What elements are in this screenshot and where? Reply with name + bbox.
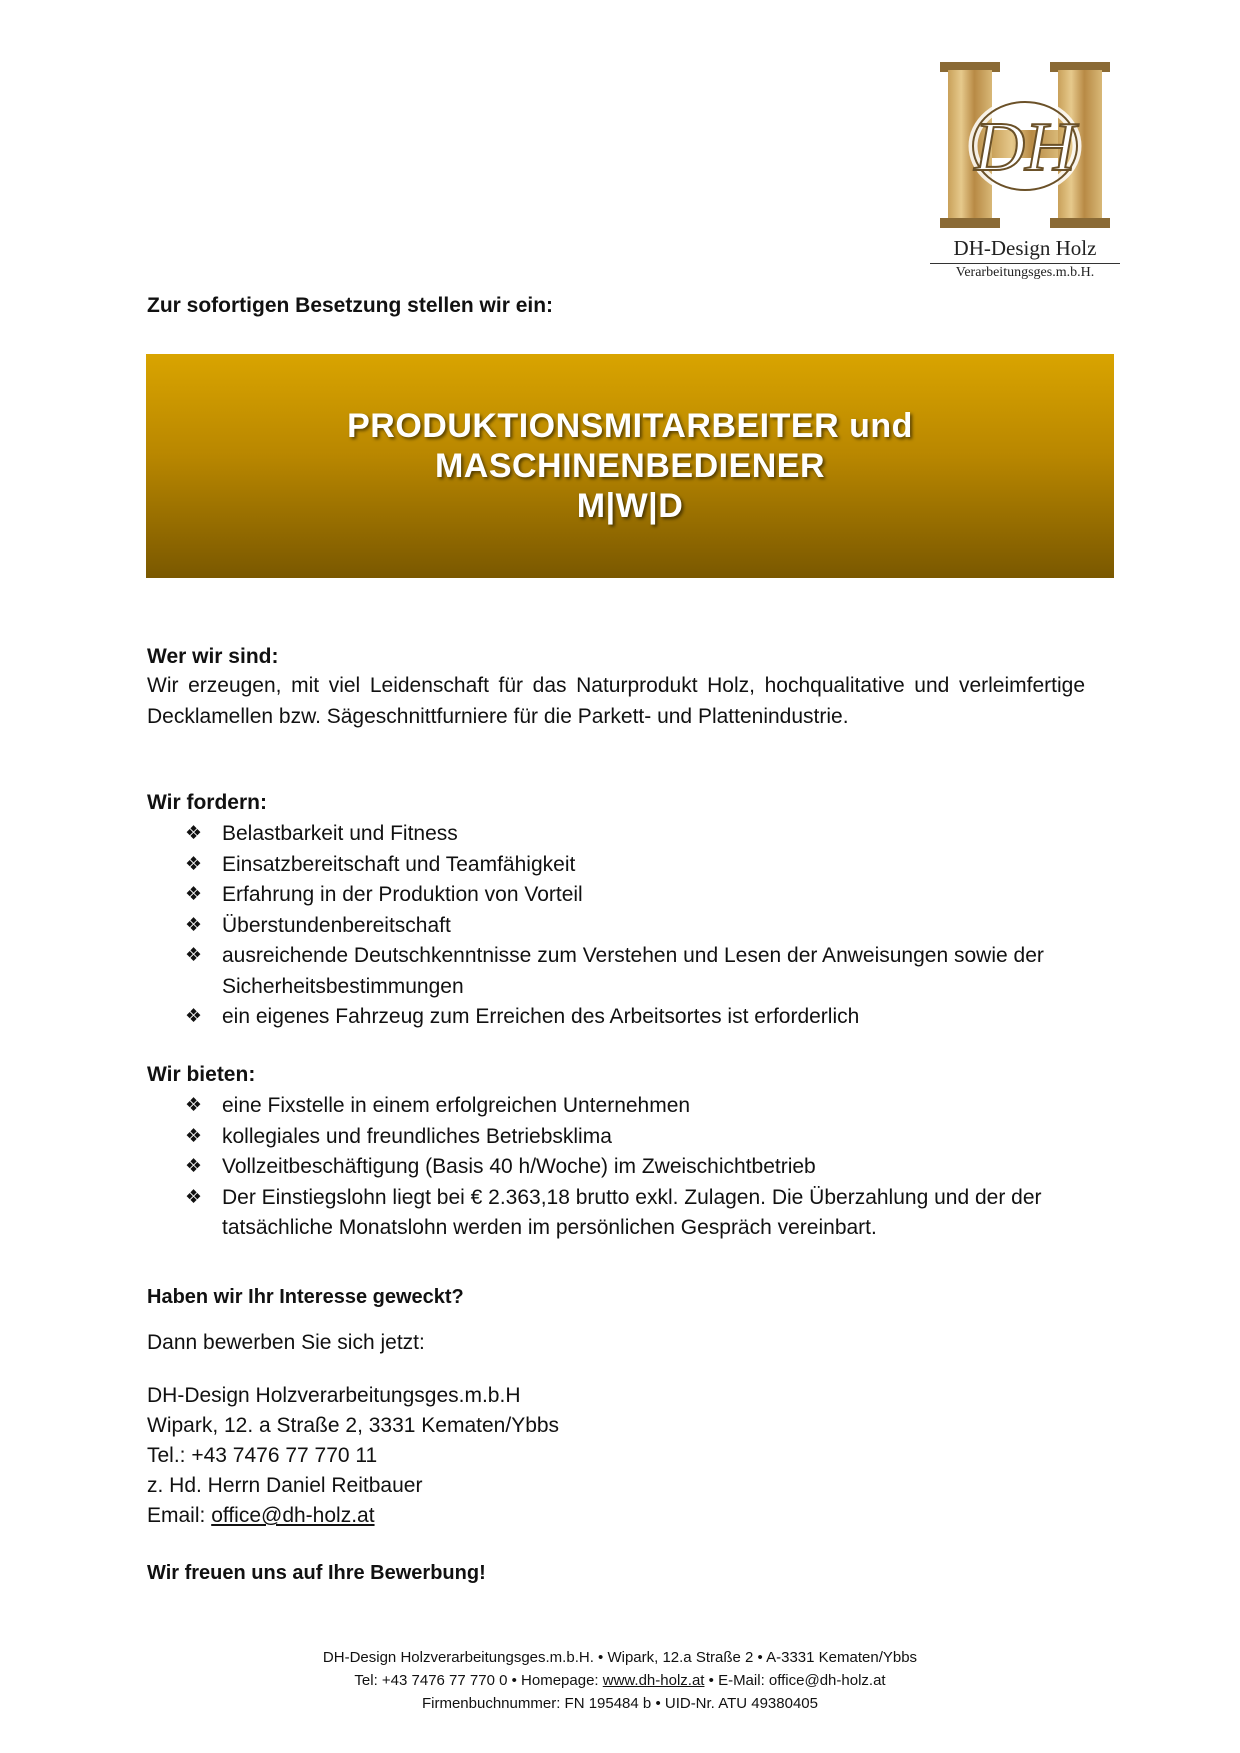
contact-address: Wipark, 12. a Straße 2, 3331 Kematen/Ybbs <box>147 1414 560 1437</box>
footer-phone: Tel: +43 7476 77 770 0 <box>354 1672 508 1689</box>
list-item: ❖ ausreichende Deutschkenntnisse zum Verstehen und Lesen der Anweisungen sowie der Sicherheitsbestimmungen <box>147 941 1087 1002</box>
company-logo <box>930 58 1120 290</box>
closing-text: Wir freuen uns auf Ihre Bewerbung! <box>147 1562 486 1584</box>
diamond-bullet-icon: ❖ <box>185 1006 203 1027</box>
job-title-banner <box>146 354 1114 578</box>
diamond-bullet-icon: ❖ <box>185 1125 203 1147</box>
offers-heading: Wir bieten: <box>147 1063 256 1086</box>
footer-homepage-label: Homepage: <box>521 1672 603 1689</box>
footer-company: DH-Design Holzverarbeitungsges.m.b.H. <box>322 1649 594 1666</box>
contact-email-line <box>147 1504 375 1528</box>
diamond-bullet-icon: ❖ <box>185 914 203 936</box>
bullet-separator-icon: • <box>757 1649 767 1666</box>
footer-register: Firmenbuchnummer: FN 195484 b <box>421 1695 652 1712</box>
contact-phone: Tel.: +43 7476 77 770 11 <box>147 1444 378 1467</box>
logo-company-subtitle: Verarbeitungsges.m.b.H. <box>930 263 1120 281</box>
footer-line-3 <box>0 1692 1240 1715</box>
footer-line-2 <box>0 1669 1240 1692</box>
offers-list <box>147 1091 1087 1244</box>
footer-homepage-link[interactable]: www.dh-holz.at <box>602 1672 705 1689</box>
logo-h-monogram-graphic <box>930 58 1120 233</box>
intro-heading: Zur sofortigen Besetzung stellen wir ein: <box>147 294 554 317</box>
who-we-are-heading: Wer wir sind: <box>147 645 279 668</box>
diamond-bullet-icon: ❖ <box>185 945 203 966</box>
footer-email: E-Mail: office@dh-holz.at <box>718 1672 886 1689</box>
job-title-line-2: MASCHINENBEDIENER <box>434 447 826 485</box>
contact-person: z. Hd. Herrn Daniel Reitbauer <box>147 1474 423 1497</box>
footer-line-1 <box>0 1646 1240 1669</box>
interest-heading: Haben wir Ihr Interesse geweckt? <box>147 1286 464 1308</box>
footer-vat: UID-Nr. ATU 49380405 <box>664 1695 818 1712</box>
contact-email-label: Email: <box>147 1504 212 1527</box>
list-item: ❖ ein eigenes Fahrzeug zum Erreichen des Arbeitsortes ist erforderlich <box>147 1002 1087 1033</box>
list-item: ❖ Vollzeitbeschäftigung (Basis 40 h/Woche) im Zweischichtbetrieb <box>147 1152 1087 1183</box>
diamond-bullet-icon: ❖ <box>185 853 203 875</box>
list-item: ❖ kollegiales und freundliches Betriebsklima <box>147 1122 1087 1153</box>
bullet-separator-icon: • <box>655 1695 665 1712</box>
list-item: ❖ Überstundenbereitschaft <box>147 911 1087 942</box>
diamond-bullet-icon: ❖ <box>185 823 203 844</box>
job-title-line-1: PRODUKTIONSMITARBEITER und <box>347 407 913 445</box>
bullet-separator-icon: • <box>598 1649 608 1666</box>
diamond-bullet-icon: ❖ <box>185 884 203 905</box>
requirements-list <box>147 819 1087 1033</box>
contact-company: DH-Design Holzverarbeitungsges.m.b.H <box>147 1384 521 1407</box>
list-item: ❖ Erfahrung in der Produktion von Vorteil <box>147 880 1087 911</box>
list-item: ❖ Einsatzbereitschaft und Teamfähigkeit <box>147 850 1087 881</box>
apply-text: Dann bewerben Sie sich jetzt: <box>147 1331 425 1354</box>
diamond-bullet-icon: ❖ <box>185 1095 203 1116</box>
bullet-separator-icon: • <box>708 1672 719 1689</box>
page-footer <box>0 1646 1240 1715</box>
footer-address: Wipark, 12.a Straße 2 <box>607 1649 754 1666</box>
job-title-line-3: M|W|D <box>576 487 684 525</box>
bullet-separator-icon: • <box>511 1672 522 1689</box>
footer-city: A-3331 Kematen/Ybbs <box>766 1649 918 1666</box>
requirements-heading: Wir fordern: <box>147 791 267 814</box>
list-item: ❖ eine Fixstelle in einem erfolgreichen Unternehmen <box>147 1091 1087 1122</box>
logo-company-name: DH-Design Holz <box>953 236 1097 260</box>
who-we-are-text: Wir erzeugen, mit viel Leidenschaft für das Naturprodukt Holz, hochqualitative und verleimfertige Decklamellen bzw. Sägeschnittfurniere für die Parkett- und Plattenindustrie. <box>147 674 1085 728</box>
diamond-bullet-icon: ❖ <box>185 1156 203 1177</box>
logo-monogram: DH <box>974 109 1076 186</box>
contact-email-link[interactable]: office@dh-holz.at <box>211 1504 375 1527</box>
list-item: ❖ Belastbarkeit und Fitness <box>147 819 1087 850</box>
list-item: ❖ Der Einstiegslohn liegt bei € 2.363,18 brutto exkl. Zulagen. Die Überzahlung und der der tatsächliche Monatslohn werden im persönlichen Gespräch vereinbart. <box>147 1183 1087 1244</box>
diamond-bullet-icon: ❖ <box>185 1186 203 1208</box>
